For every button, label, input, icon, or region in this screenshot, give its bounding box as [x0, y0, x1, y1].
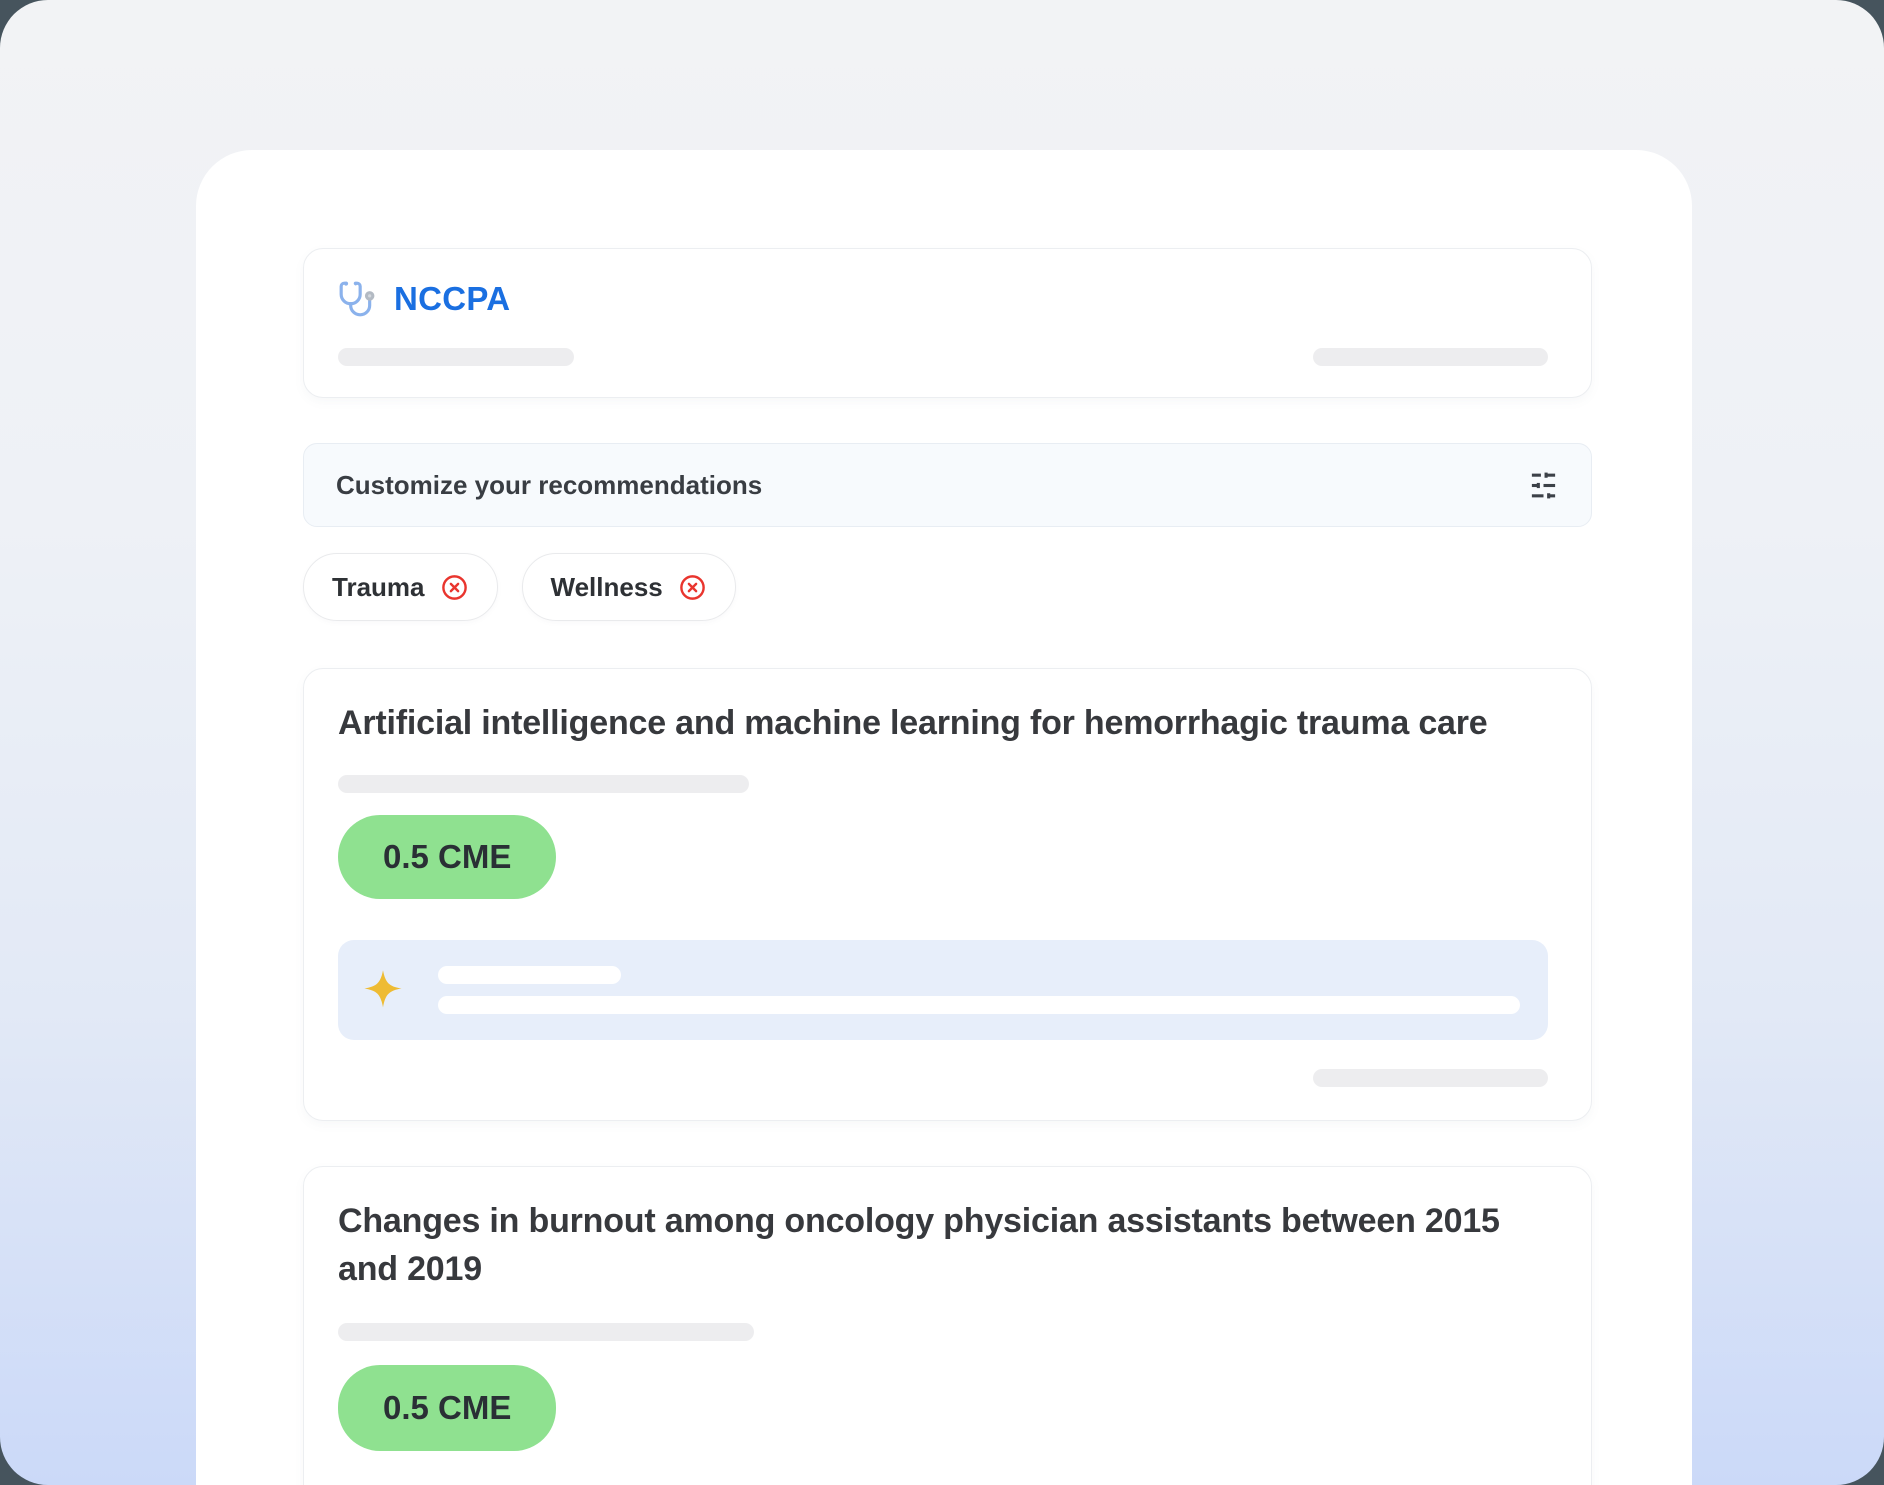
- ai-skeleton-bars: [438, 966, 1520, 1014]
- remove-filter-icon[interactable]: [678, 573, 707, 602]
- main-panel: [196, 150, 1692, 1485]
- skeleton-bar: [438, 996, 1520, 1014]
- skeleton-bar: [338, 348, 574, 366]
- filter-chip-wellness[interactable]: [522, 553, 736, 621]
- header-card: [303, 248, 1592, 398]
- skeleton-bar: [438, 966, 621, 984]
- remove-filter-icon[interactable]: [440, 573, 469, 602]
- chip-label: Trauma: [332, 571, 425, 602]
- recommendation-title: Artificial intelligence and machine learning for hemorrhagic trauma care: [338, 704, 1488, 742]
- content-area: [196, 150, 1692, 1485]
- cme-credit-badge: 0.5 CME: [338, 1365, 556, 1451]
- recommendation-card[interactable]: [303, 668, 1592, 1121]
- customize-recommendations-bar[interactable]: [303, 443, 1592, 527]
- skeleton-bar: [338, 1323, 754, 1341]
- filter-chips-row: [303, 553, 1592, 621]
- recommendation-title: Changes in burnout among oncology physician assistants between 2015 and 2019: [338, 1202, 1500, 1288]
- sparkle-icon: [361, 965, 405, 1015]
- recommendation-card[interactable]: [303, 1166, 1592, 1485]
- sliders-icon[interactable]: [1528, 470, 1559, 501]
- stethoscope-icon: [338, 280, 376, 318]
- skeleton-bar: [1313, 1069, 1548, 1087]
- filter-chip-trauma[interactable]: [303, 553, 498, 621]
- chip-label: Wellness: [550, 571, 663, 602]
- brand-link[interactable]: [338, 279, 1548, 319]
- ai-suggestion-panel[interactable]: [338, 940, 1548, 1040]
- skeleton-bar: [338, 775, 749, 793]
- brand-name: NCCPA: [394, 280, 511, 317]
- cme-credit-badge: 0.5 CME: [338, 815, 556, 899]
- customize-label: Customize your recommendations: [336, 469, 763, 500]
- header-skeleton-row: [338, 348, 1548, 366]
- skeleton-bar: [1313, 348, 1548, 366]
- card-footer: [338, 1069, 1548, 1087]
